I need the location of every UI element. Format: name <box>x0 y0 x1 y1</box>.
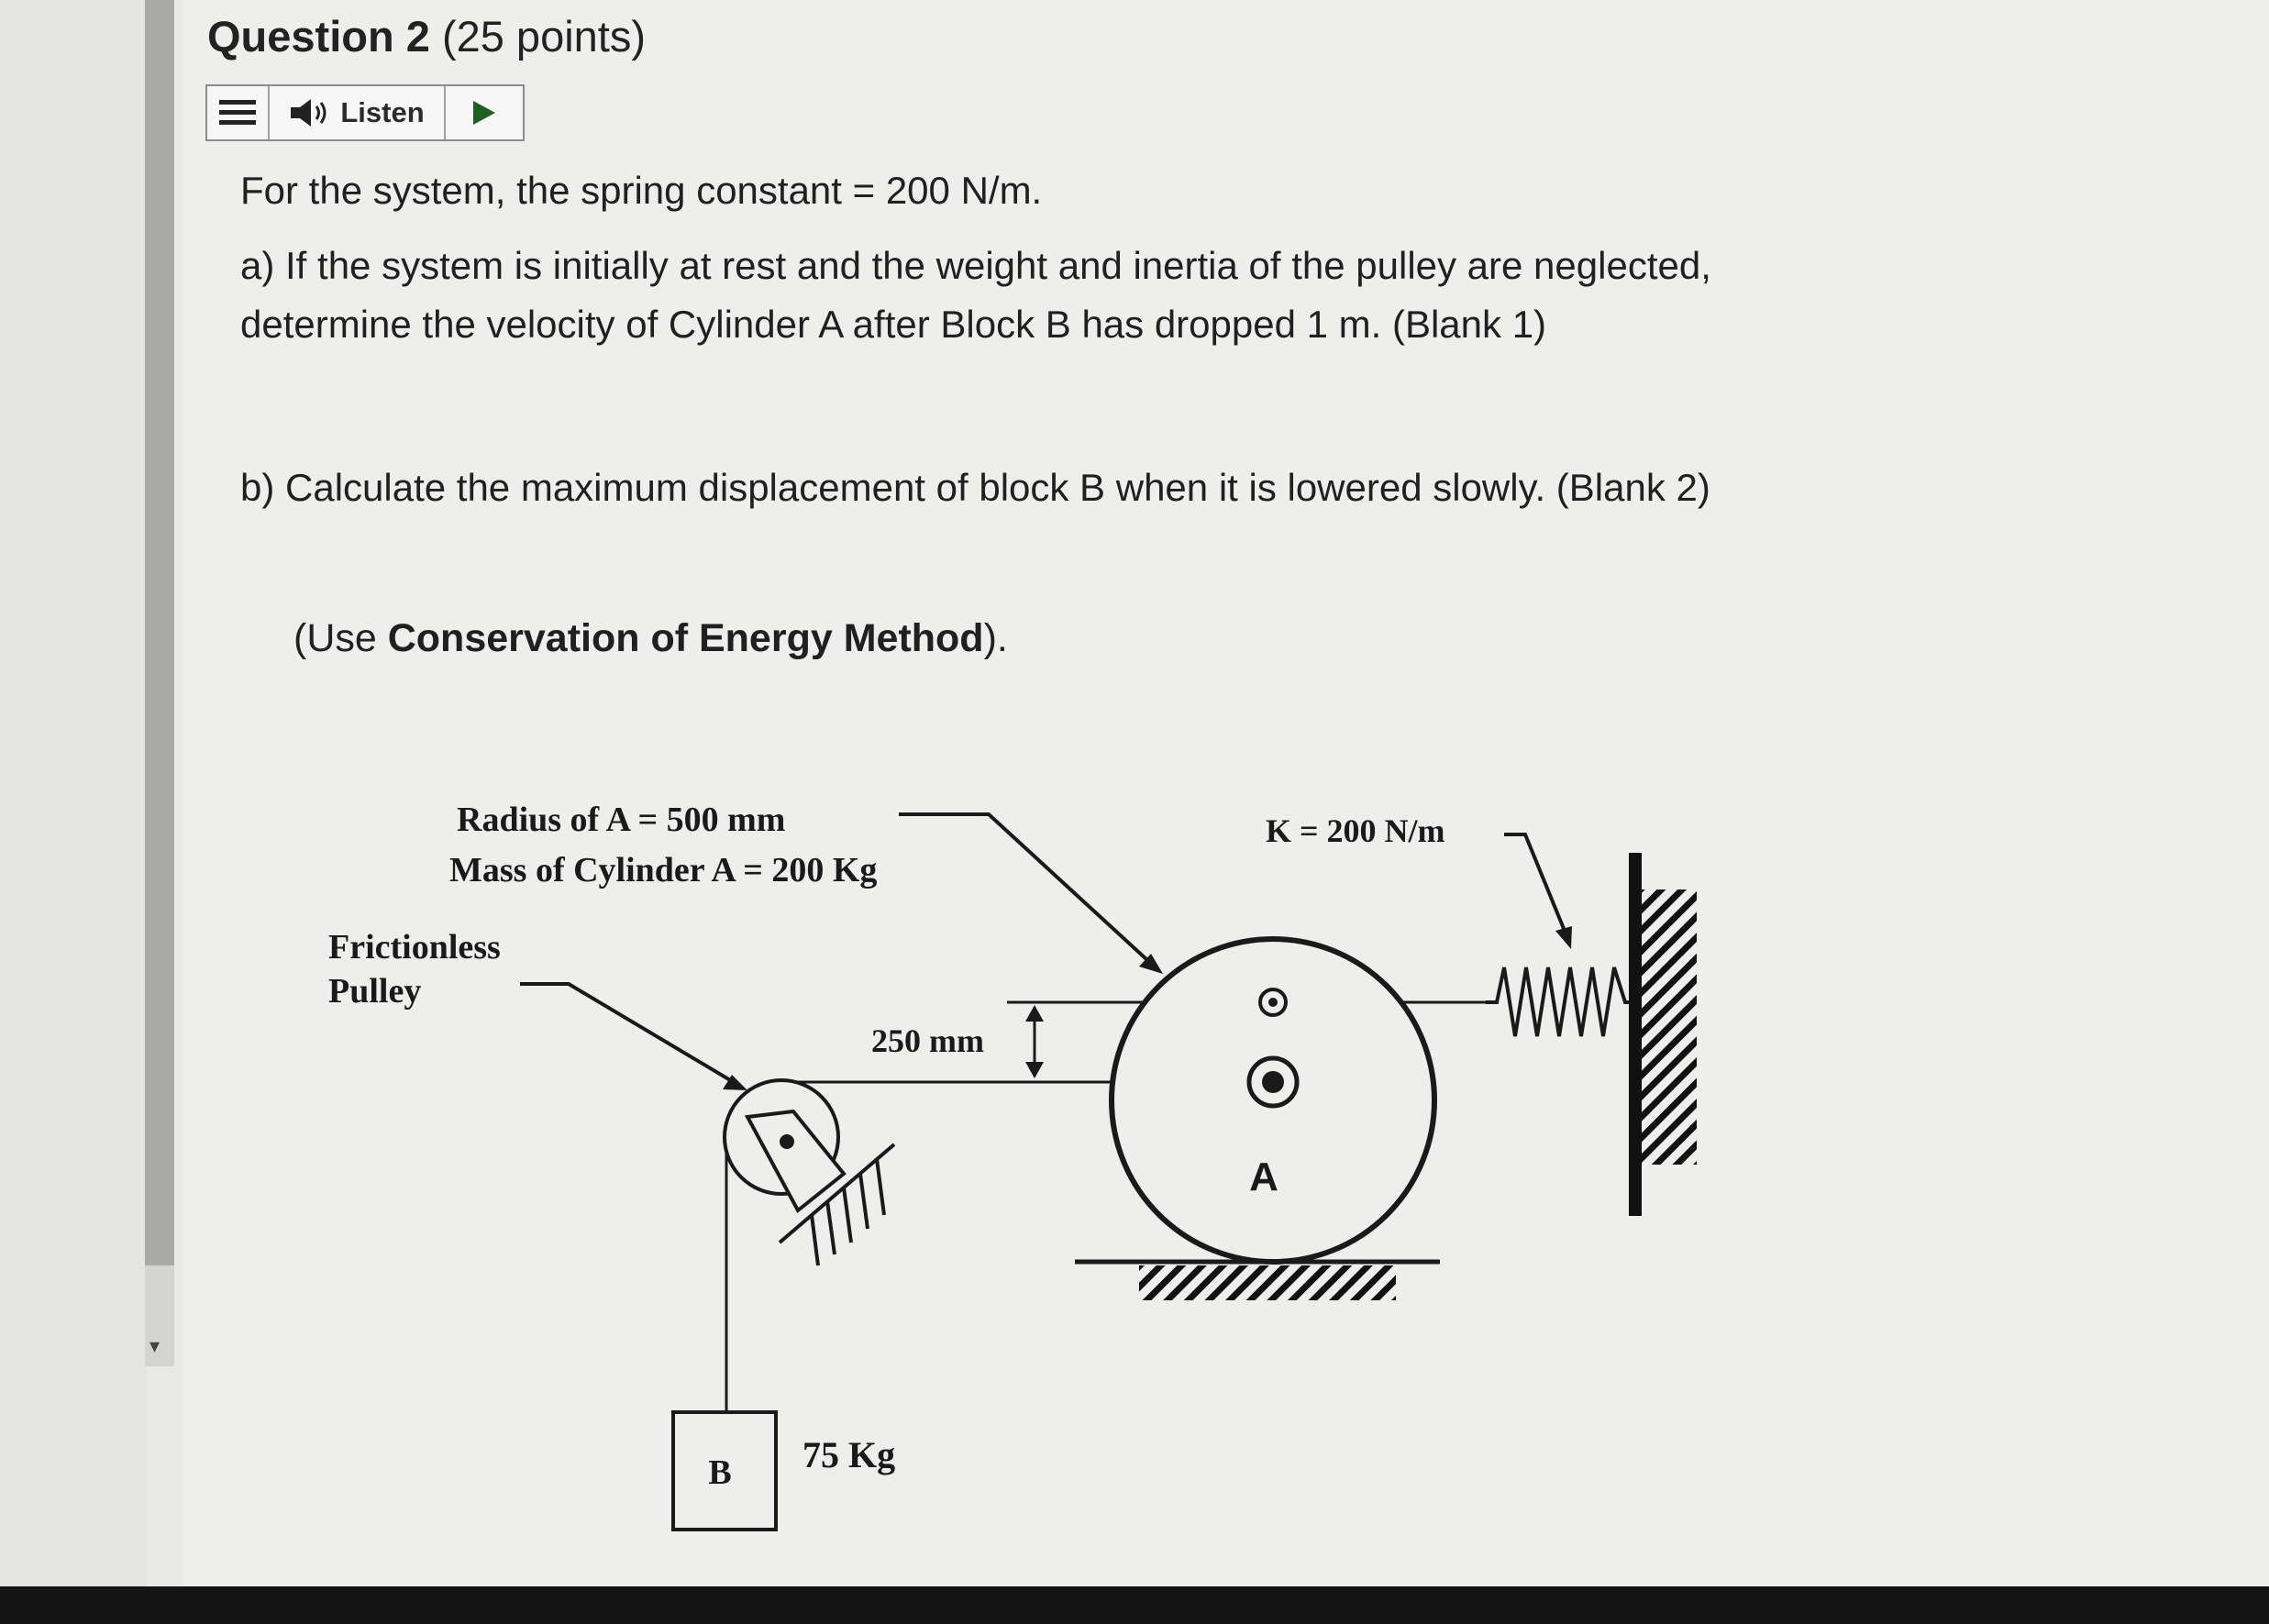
menu-icon <box>219 98 256 127</box>
scroll-down-arrow-icon[interactable]: ▾ <box>149 1334 160 1357</box>
menu-button[interactable] <box>207 86 270 139</box>
question-points: (25 points) <box>441 12 646 61</box>
block-b-label: B <box>708 1453 732 1492</box>
radius-leader-arrow <box>899 814 1163 974</box>
method-note <box>293 616 1008 661</box>
radius-label: Radius of A = 500 mm <box>457 801 786 839</box>
left-margin <box>0 0 147 1624</box>
screen-bezel <box>0 1586 2269 1624</box>
cylinder-a <box>1112 939 1434 1262</box>
question-number: Question 2 <box>207 12 430 61</box>
play-button[interactable] <box>446 86 523 139</box>
scrollbar-thumb[interactable] <box>145 0 174 1265</box>
mass-label: Mass of Cylinder A = 200 Kg <box>449 851 878 889</box>
note-method: Conservation of Energy Method <box>387 616 984 660</box>
question-intro: For the system, the spring constant = 200 N/m. <box>240 169 1043 212</box>
play-icon <box>471 99 497 127</box>
mechanism-diagram <box>303 770 1743 1541</box>
listen-button[interactable] <box>270 86 446 139</box>
wall <box>1629 853 1697 1216</box>
listen-label: Listen <box>340 96 425 128</box>
pulley-label-line2: Pulley <box>328 972 422 1011</box>
question-title <box>207 11 646 61</box>
cylinder-a-label: A <box>1249 1154 1278 1199</box>
spring-label: K = 200 N/m <box>1266 812 1445 849</box>
ground-surface <box>1075 1262 1440 1300</box>
block-mass-label: 75 Kg <box>802 1434 896 1475</box>
offset-label: 250 mm <box>871 1022 984 1059</box>
pulley-label-line1: Frictionless <box>328 928 501 967</box>
note-suffix: ). <box>983 616 1008 660</box>
question-part-b: b) Calculate the maximum displacement of block B when it is lowered slowly. (Blank 2) <box>240 466 1710 509</box>
frictionless-pulley <box>725 1080 894 1265</box>
spring <box>1486 967 1633 1036</box>
question-part-a: a) If the system is initially at rest and the weight and inertia of the pulley are neglected, determine the velocity of Cylinder A after Block B has dropped 1 m. (Blank 1) <box>240 244 1711 346</box>
listen-toolbar <box>205 84 525 141</box>
note-prefix: (Use <box>293 616 388 660</box>
speaker-icon <box>289 97 331 128</box>
pulley-leader-arrow <box>520 984 747 1090</box>
spring-leader-arrow <box>1504 834 1572 949</box>
